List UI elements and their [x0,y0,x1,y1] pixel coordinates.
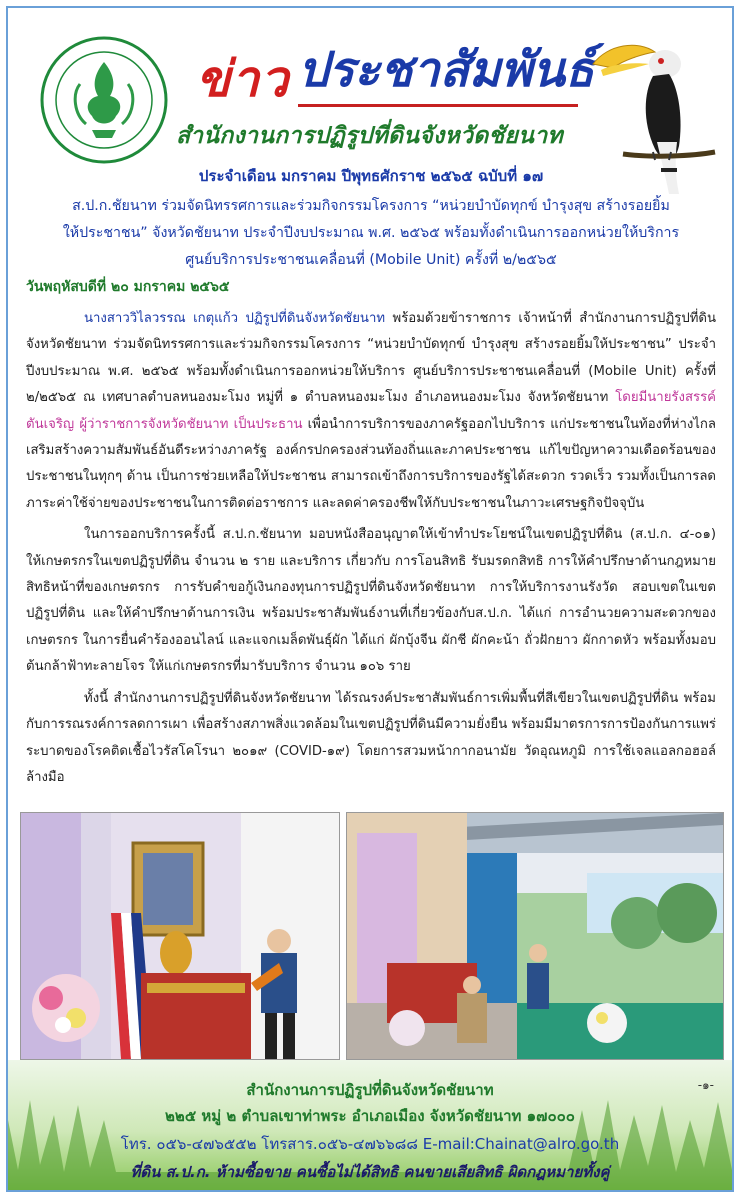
paragraph-1-text-a: พร้อมด้วยข้าราชการ เจ้าหน้าที่ สำนักงานการปฏิรูปที่ดินจังหวัดชัยนาท ร่วมจัดนิทรรศการและร่วมกิจกรรมโครงการ “หน่วยบำบัดทุกข์ บำรุงสุข สร้างรอยยิ้มให้ประชาชน” ประจำปีงบประมาณ พ.ศ. ๒๕๖๕ พร้อมทั้งดำเนินการออกหน่วยให้บริการ ศูนย์บริการประชาชนเคลื่อนที่ (Mobile Unit) ครั้งที่ ๒/๒๕๖๕ ณ เทศบาลตำบลหนองมะโมง หมู่ที่ ๑ ตำบลหนองมะโมง อำเภอหนองมะโมง จังหวัดชัยนาท [26,311,716,406]
title-public-relations: ประชาสัมพันธ์ [298,42,595,98]
paragraph-2: ในการออกบริการครั้งนี้ ส.ป.ก.ชัยนาท มอบหนังสืออนุญาตให้เข้าทำประโยชน์ในเขตปฏิรูปที่ดิน (ส.ป.ก. ๔-๐๑) ให้เกษตรกรในเขตปฏิรูปที่ดิน จำนวน ๒ ราย และบริการ เกี่ยวกับ การโอนสิทธิ รับมรดกสิทธิ การให้คำปรึกษาด้านกฎหมาย สิทธิหน้าที่ของเกษตรกร การรับคำขอกู้เงินกองทุนการปฏิรูปที่ดินจังหวัดชัยนาท การให้บริการงานรังวัด สอบเขตในเขตปฏิรูปที่ดิน และให้คำปรึกษาด้านการเงิน พร้อมประชาสัมพันธ์งานที่เกี่ยวข้องกับส.ป.ก. ได้แก่ การอำนวยความสะดวกของเกษตรกร ในการยื่นคำร้องออนไลน์ และแจกเมล็ดพันธุ์ผัก ได้แก่ ผักบุ้งจีน ผักชี ผักคะน้า ถั่วฝักยาว ผักกาดหัว พร้อมทั้งมอบต้นกล้าฟ้าทะลายโจร ให้แก่เกษตรกรที่มารับบริการ จำนวน ๑๐๖ ราย [26,527,716,675]
footer-contact: โทร. ๐๕๖-๔๗๖๕๕๒ โทรสาร.๐๕๖-๔๗๖๖๘๘ E-mail:Chainat@alro.go.th [120,1135,620,1153]
office-name: สำนักงานการปฏิรูปที่ดินจังหวัดชัยนาท [176,123,563,149]
title-news: ข่าว [196,49,290,108]
footer [8,1060,732,1190]
photo-ceremony [20,812,340,1060]
paragraph-3: ทั้งนี้ สำนักงานการปฏิรูปที่ดินจังหวัดชัยนาท ได้รณรงค์ประชาสัมพันธ์การเพิ่มพื้นที่สีเขียวในเขตปฏิรูปที่ดิน พร้อมกับการรณรงค์การลดการเผา เพื่อสร้างสภาพสิ่งแวดล้อมในเขตปฏิรูปที่ดินมีความยั่งยืน พร้อมมีมาตรการการป้องกันการแพร่ระบาดของโรคติดเชื้อไวรัสโคโรนา ๒๐๑๙ (COVID-๑๙) โดยการสวมหน้ากากอนามัย วัดอุณหภูมิ การใช้เจลแอลกอฮอล์ล้างมือ [26,690,716,785]
footer-slogan: ที่ดิน ส.ป.ก. ห้ามซื้อขาย คนซื้อไม่ได้สิทธิ คนขายเสียสิทธิ ผิดกฎหมายทั้งคู่ [130,1163,610,1181]
headline [20,193,722,274]
headline-line-3: ศูนย์บริการประชาชนเคลื่อนที่ (Mobile Unit) ครั้งที่ ๒/๒๕๖๕ [185,252,557,268]
paragraph-1-text-b: เพื่อนำการบริการของภาครัฐออกไปบริการ แก่ประชาชนในท้องที่ห่างไกล เสริมสร้างความสัมพันธ์อันดีระหว่างภาครัฐ องค์กรปกครองส่วนท้องถิ่นและภาคประชาชน แก้ไขปัญหาความเดือดร้อนของประชาชนในทุกๆ ด้าน เป็นการช่วยเหลือให้ประชาชน สามารถเข้าถึงการบริการของรัฐได้สะดวก รวดเร็ว รวมทั้งเป็นการลดภาระค่าใช้จ่ายของประชาชนในการติดต่อราชการ และลดค่าครองชีพให้กับประชาชนในภาวะเศรษฐกิจปัจจุบัน [26,416,716,511]
alro-logo [38,34,170,166]
title-underline [298,104,578,107]
issue-line: ประจำเดือน มกราคม ปีพุทธศักราช ๒๕๖๕ ฉบับที่ ๑๗ [198,167,544,185]
news-date: วันพฤหัสบดีที่ ๒๐ มกราคม ๒๕๖๕ [26,279,230,295]
paragraph-1 [26,306,716,517]
headline-line-2: ให้ประชาชน” จังหวัดชัยนาท ประจำปีงบประมาณ พ.ศ. ๒๕๖๕ พร้อมทั้งดำเนินการออกหน่วยให้บริการ [62,225,680,241]
governor-name: โดยมีนายรังสรรค์ ตันเจริญ ผู้ว่าราชการจังหวัดชัยนาท เป็นประธาน [26,390,716,432]
photo-pavilion [346,812,724,1060]
page-number: -๑- [697,1078,714,1092]
headline-line-1: ส.ป.ก.ชัยนาท ร่วมจัดนิทรรศการและร่วมกิจกรรมโครงการ “หน่วยบำบัดทุกข์ บำรุงสุข สร้างรอยยิ้ม [72,198,670,214]
footer-address: ๒๒๕ หมู่ ๒ ตำบลเขาท่าพระ อำเภอเมือง จังหวัดชัยนาท ๑๗๐๐๐ [165,1107,575,1125]
official-name: นางสาววิไลวรรณ เกตุแก้ว ปฏิรูปที่ดินจังหวัดชัยนาท [84,311,386,326]
article-body [26,306,716,796]
footer-office: สำนักงานการปฏิรูปที่ดินจังหวัดชัยนาท [246,1081,494,1099]
